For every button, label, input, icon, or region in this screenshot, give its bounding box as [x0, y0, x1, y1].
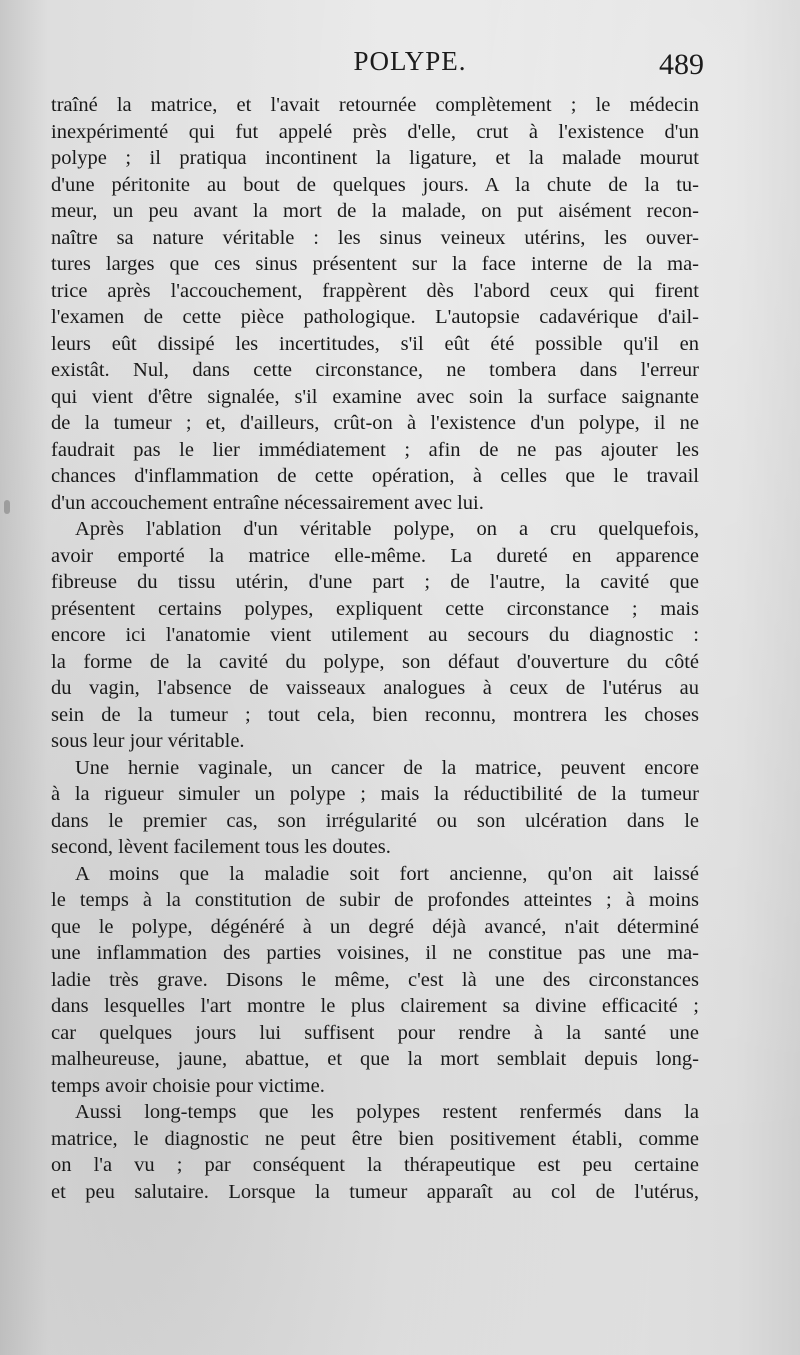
body-text	[51, 92, 699, 1205]
text-line: Après l'ablation d'un véritable polype, on a cru quelquefois,	[75, 518, 699, 540]
text-line: sous leur jour véritable.	[51, 730, 245, 752]
text-line: d'un accouchement entraîne nécessairement avec lui.	[51, 491, 484, 514]
paragraph	[51, 1099, 699, 1205]
text-line: tures larges que ces sinus présentent sur la face interne de la ma-	[51, 253, 699, 275]
text-line: Aussi long-temps que les polypes restent renfermés dans la	[75, 1101, 699, 1123]
text-line: trice après l'accouchement, frappèrent dès l'abord ceux qui firent	[51, 279, 699, 302]
text-line: inexpérimenté qui fut appelé près d'elle, crut à l'existence d'un	[51, 120, 699, 143]
text-line: qui vient d'être signalée, s'il examine avec soin la surface saignante	[51, 385, 699, 408]
text-line: on l'a vu ; par conséquent la thérapeutique est peu certaine	[51, 1154, 699, 1176]
text-line: dans le premier cas, son irrégularité ou son ulcération dans le	[51, 809, 699, 832]
text-line: existât. Nul, dans cette circonstance, ne tombera dans l'erreur	[51, 359, 699, 381]
text-line: dans lesquelles l'art montre le plus clairement sa divine efficacité ;	[51, 995, 699, 1017]
paragraph	[51, 92, 699, 516]
text-line: car quelques jours lui suffisent pour rendre à la santé une	[51, 1021, 699, 1044]
text-line: une inflammation des parties voisines, il ne constitue pas une ma-	[51, 942, 699, 964]
text-line: matrice, le diagnostic ne peut être bien positivement établi, comme	[51, 1127, 699, 1150]
text-line: du vagin, l'absence de vaisseaux analogues à ceux de l'utérus au	[51, 677, 699, 699]
text-line: leurs eût dissipé les incertitudes, s'il eût été possible qu'il en	[51, 332, 699, 355]
text-line: traîné la matrice, et l'avait retournée complètement ; le médecin	[51, 94, 699, 116]
page-stain	[4, 500, 10, 514]
text-line: à la rigueur simuler un polype ; mais la réductibilité de la tumeur	[51, 783, 699, 805]
text-line: la forme de la cavité du polype, son défaut d'ouverture du côté	[51, 650, 699, 673]
text-line: fibreuse du tissu utérin, d'une part ; de l'autre, la cavité que	[51, 571, 699, 593]
text-line: encore ici l'anatomie vient utilement au secours du diagnostic :	[51, 624, 699, 646]
text-line: présentent certains polypes, expliquent cette circonstance ; mais	[51, 597, 699, 620]
text-line: faudrait pas le lier immédiatement ; afin de ne pas ajouter les	[51, 438, 699, 461]
paragraph	[51, 861, 699, 1100]
text-line: meur, un peu avant la mort de la malade, on put aisément recon-	[51, 200, 699, 222]
text-line: l'examen de cette pièce pathologique. L'autopsie cadavérique d'ail-	[51, 306, 699, 328]
text-line: Une hernie vaginale, un cancer de la matrice, peuvent encore	[75, 756, 699, 779]
text-line: et peu salutaire. Lorsque la tumeur apparaît au col de l'utérus,	[51, 1180, 699, 1203]
page-number: 489	[659, 48, 704, 81]
text-line: malheureuse, jaune, abattue, et que la mort semblait depuis long-	[51, 1048, 699, 1070]
text-line: le temps à la constitution de subir de profondes atteintes ; à moins	[51, 889, 699, 911]
text-line: avoir emporté la matrice elle-même. La dureté en apparence	[51, 544, 699, 567]
running-head	[0, 46, 800, 86]
text-line: chances d'inflammation de cette opération, à celles que le travail	[51, 465, 699, 487]
running-title: POLYPE.	[353, 46, 467, 76]
text-line: d'une péritonite au bout de quelques jours. A la chute de la tu-	[51, 173, 699, 196]
text-line: sein de la tumeur ; tout cela, bien reconnu, montrera les choses	[51, 703, 699, 726]
paragraph	[51, 516, 699, 755]
text-line: second, lèvent facilement tous les doutes.	[51, 836, 391, 858]
text-line: naître sa nature véritable : les sinus veineux utérins, les ouver-	[51, 226, 699, 249]
paragraph	[51, 755, 699, 861]
text-line: de la tumeur ; et, d'ailleurs, crût-on à l'existence d'un polype, il ne	[51, 412, 699, 434]
text-line: ladie très grave. Disons le même, c'est là une des circonstances	[51, 968, 699, 991]
text-line: que le polype, dégénéré à un degré déjà avancé, n'ait déterminé	[51, 915, 699, 938]
text-line: temps avoir choisie pour victime.	[51, 1074, 325, 1097]
text-line: A moins que la maladie soit fort ancienne, qu'on ait laissé	[75, 862, 699, 885]
text-line: polype ; il pratiqua incontinent la ligature, et la malade mourut	[51, 147, 699, 169]
